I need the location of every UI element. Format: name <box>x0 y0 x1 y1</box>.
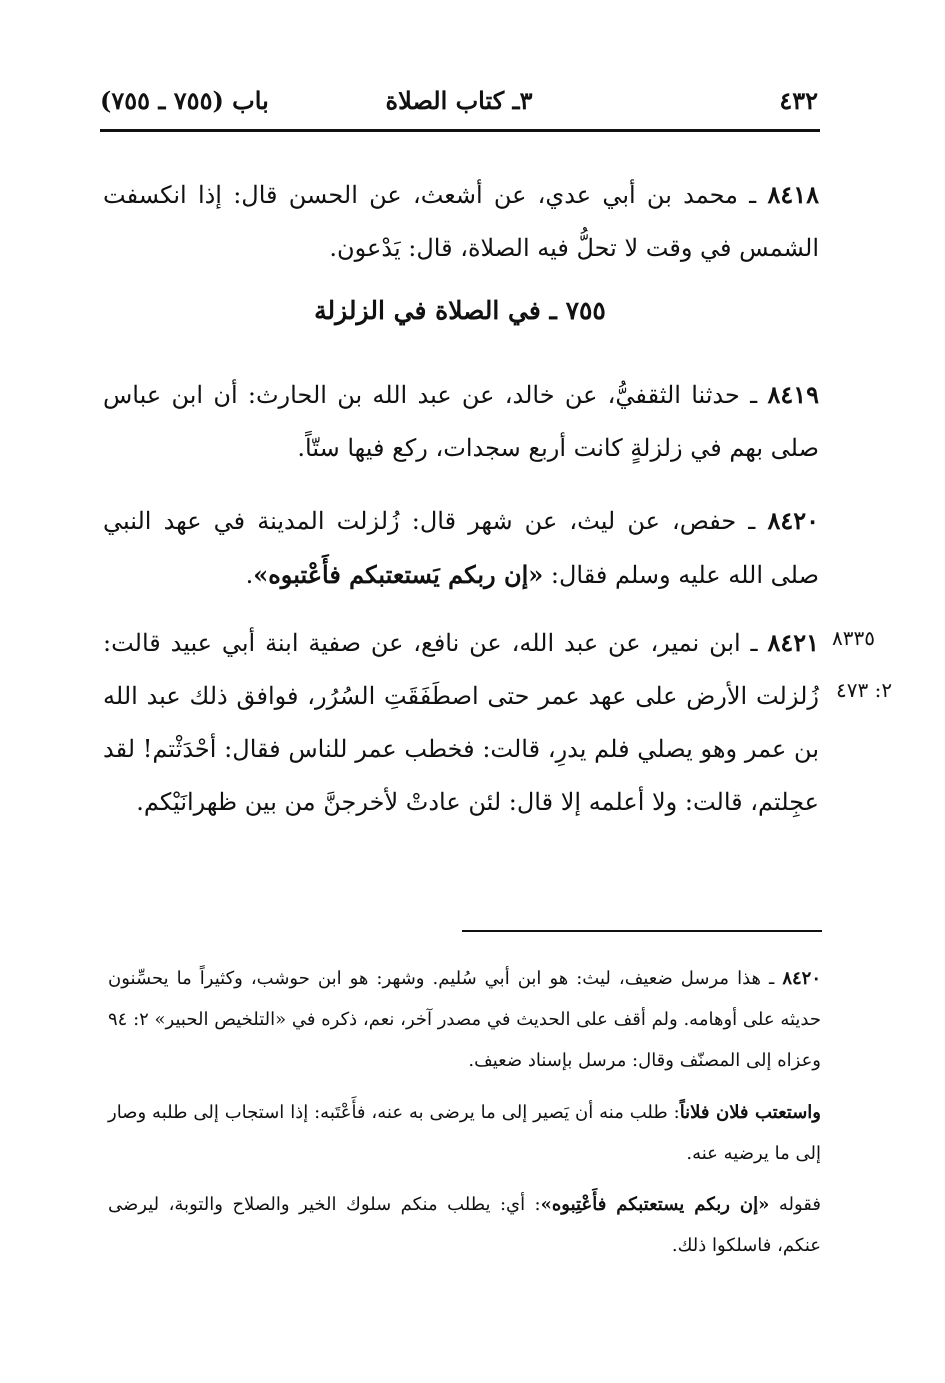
footnote-explanation <box>108 1184 821 1266</box>
footnote-definition <box>108 1092 821 1174</box>
hadith-text-end: . <box>245 561 254 589</box>
footnote-term: «إن ربكم يستعتبكم فأَعْتِبوه» <box>540 1194 770 1215</box>
page-header <box>100 86 818 126</box>
footnote-8420 <box>108 958 821 1081</box>
footnote-number: ٨٤٢٠ <box>782 968 821 989</box>
footnote-text: : طلب منه أن يَصير إلى ما يرضى به عنه، فأَعْتَبه: إذا استجاب إلى طلبه وصار إلى ما يرضيه عنه. <box>108 1102 821 1164</box>
hadith-8421 <box>103 616 819 829</box>
hadith-8418 <box>103 168 819 275</box>
section-title: ٧٥٥ ـ في الصلاة في الزلزلة <box>314 296 606 325</box>
book-title: ٣ـ كتاب الصلاة <box>385 86 533 115</box>
footnote-text: : أي: يطلب منكم سلوك الخير والصلاح والتوبة، ليرضى عنكم، فاسلكوا ذلك. <box>108 1194 821 1256</box>
hadith-8420 <box>103 494 819 602</box>
footnote-term: واستعتب فلان فلاناً <box>679 1102 821 1123</box>
hadith-number: ٨٤١٨ <box>767 180 819 209</box>
hadith-text: ـ حدثنا الثقفيُّ، عن خالد، عن عبد الله بن الحارث: أن ابن عباس صلى بهم في زلزلةٍ كانت أربع سجدات، ركع فيها ستّاً. <box>103 381 819 462</box>
hadith-text: ـ ابن نمير، عن عبد الله، عن نافع، عن صفية ابنة أبي عبيد قالت: زُلزلت الأرض على عهد عمر حتى اصطَفَقَتِ السُرُر، فوافق ذلك عبد الله بن عمر وهو يصلي فلم يدرِ، قالت: فخطب عمر للناس فقال: أحْدَثْتم! لقد عجِلتم، قالت: ولا أعلمه إلا قال: لئن عادتْ لأخرجنَّ من بين ظهرانَيْكم. <box>103 629 819 816</box>
footnote-lead: فقوله <box>769 1194 821 1215</box>
hadith-number: ٨٤٢٠ <box>767 506 819 535</box>
hadith-number: ٨٤١٩ <box>767 380 819 409</box>
header-rule <box>100 129 820 132</box>
chapter-range: باب (٧٥٥ ـ ٧٥٥) <box>100 86 269 115</box>
page-number: ٤٣٢ <box>779 86 818 115</box>
prophetic-quote: «إن ربكم يَستعتبكم فأَعْتبوه» <box>253 560 544 589</box>
margin-ref-volume-page: ٢: ٤٧٣ <box>836 678 893 702</box>
margin-ref-number: ٨٣٣٥ <box>832 626 875 650</box>
footnote-text: ـ هذا مرسل ضعيف، ليث: هو ابن أبي سُليم. وشهر: هو ابن حوشب، وكثيراً ما يحسِّنون حديثه على أوهامه. ولم أقف على الحديث في مصدر آخر، نعم، ذكره في «التلخيص الحبير» ٢: ٩٤ وعزاه إلى المصنّف وقال: مرسل بإسناد ضعيف. <box>108 968 821 1071</box>
hadith-number: ٨٤٢١ <box>767 628 819 657</box>
hadith-8419 <box>103 368 819 475</box>
hadith-text: ـ محمد بن أبي عدي، عن أشعث، عن الحسن قال: إذا انكسفت الشمس في وقت لا تحلُّ فيه الصلاة، قال: يَدْعون. <box>103 181 819 262</box>
hadith-text: ـ حفص، عن ليث، عن شهر قال: زُلزلت المدينة في عهد النبي صلى الله عليه وسلم فقال: <box>103 507 819 589</box>
footnote-rule <box>462 930 822 932</box>
